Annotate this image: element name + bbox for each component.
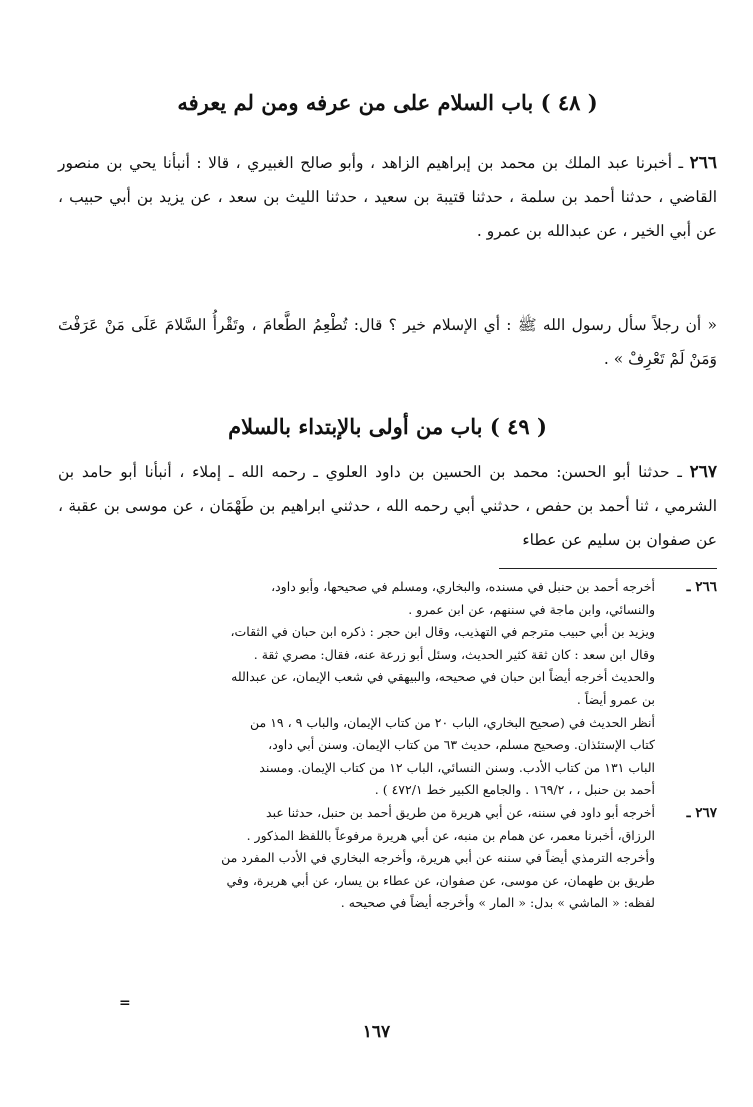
footnotes-section xyxy=(58,576,717,915)
footnote-line: بن عمرو أيضاً . xyxy=(576,691,655,707)
footnote-line: وأخرجه الترمذي أيضاً في سننه عن أبي هريرة، وأخرجه البخاري في الأدب المفرد من xyxy=(221,850,655,866)
hadith-266-isnad: ـ أخبرنا عبد الملك بن محمد بن إبراهيم الزاهد ، وأبو صالح الغبيري ، قالا : أنبأنا يحي بن منصور القاضي ، حدثنا أحمد بن سلمة ، حدثنا قتيبة بن سعيد ، حدثنا الليث بن سعد ، عن يزيد بن أبي حبيب ، عن أبي الخير ، عن عبدالله بن عمرو . xyxy=(58,154,717,240)
footnote-line: لفظه: « الماشي » بدل: « المار » وأخرجه أيضاً في صحيحه . xyxy=(340,895,655,911)
hadith-266-number: ٢٦٦ xyxy=(689,153,717,173)
continuation-mark: = xyxy=(119,995,131,1011)
hadith-266-chain xyxy=(58,146,717,248)
footnote-line: أحمد بن حنبل ، ، ١٦٩/٢ . والجامع الكبير خط ٤٧٢/١ ) . xyxy=(374,782,655,798)
book-page xyxy=(58,0,717,1107)
footnote-line: أخرجه أحمد بن حنبل في مسنده، والبخاري، ومسلم في صحيحها، وأبو داود، xyxy=(271,579,655,594)
footnote-266-number: ٢٦٦ ـ xyxy=(686,579,717,595)
hadith-266-text xyxy=(58,308,717,376)
footnote-line: ويزيد بن أبي حبيب مترجم في التهذيب، وقال ابن حجر : ذكره ابن حبان في الثقات، xyxy=(230,624,655,640)
page-number: ١٦٧ xyxy=(362,1022,391,1042)
footnote-line: وقال ابن سعد : كان ثقة كثير الحديث، وسئل أبو زرعة عنه، فقال: مصري ثقة . xyxy=(253,646,655,662)
footnote-line: طريق بن طهمان، عن موسى، عن صفوان، عن عطاء بن يسار، عن أبي هريرة، وفي xyxy=(226,872,655,888)
footnote-divider xyxy=(499,568,717,569)
footnote-266 xyxy=(58,576,717,802)
footnote-line: والنسائي، وابن ماجة في سننهم، عن ابن عمرو . xyxy=(408,601,655,617)
hadith-267-isnad: ـ حدثنا أبو الحسن: محمد بن الحسين بن داود العلوي ـ رحمه الله ـ إملاء ، أنبأنا أبو حامد بن الشرمي ، ثنا أحمد بن حفص ، حدثني أبي رحمه الله ، حدثني ابراهيم بن طَهْمَان ، عن موسى بن عقبة ، عن صفوان بن سليم عن عطاء xyxy=(58,463,717,549)
footnote-267 xyxy=(58,802,717,915)
hadith-267-number: ٢٦٧ xyxy=(689,462,717,482)
footnote-line: أنظر الحديث في (صحيح البخاري، الباب ٢٠ من كتاب الإيمان، والباب ٩ ، ١٩ من xyxy=(250,714,655,730)
chapter-49-title: ( ٤٩ ) باب من أولى بالإبتداء بالسلام xyxy=(228,414,547,439)
hadith-266-matn: « أن رجلاً سأل رسول الله ﷺ : أي الإسلام خير ؟ قال: تُطْعِمُ الطَّعامَ ، وتَقْرأُ السَّلامَ عَلَى مَنْ عَرَفْتَ وَمَنْ لَمْ تَعْرِفْ » . xyxy=(58,316,718,368)
footnote-line: الرزاق، أخبرنا معمر، عن همام بن منبه، عن أبي هريرة مرفوعاً باللفظ المذكور . xyxy=(246,827,655,843)
chapter-48-title: ( ٤٨ ) باب السلام على من عرفه ومن لم يعرفه xyxy=(177,90,598,115)
footnote-line: كتاب الإستئذان. وصحيح مسلم، حديث ٦٣ من كتاب الإيمان. وسنن أبي داود، xyxy=(268,737,655,753)
footnote-line: والحديث أخرجه أيضاً ابن حبان في صحيحه، والبيهقي في شعب الإيمان، عن عبدالله xyxy=(231,669,655,685)
hadith-267-chain xyxy=(58,455,717,557)
footnote-line: الباب ١٣١ من كتاب الأدب. وسنن النسائي، الباب ١٢ من كتاب الإيمان. ومسند xyxy=(259,759,655,775)
footnote-line: أخرجه أبو داود في سننه، عن أبي هريرة من طريق أحمد بن حنبل، حدثنا عبد xyxy=(266,804,655,820)
footnote-267-number: ٢٦٧ ـ xyxy=(686,804,717,821)
